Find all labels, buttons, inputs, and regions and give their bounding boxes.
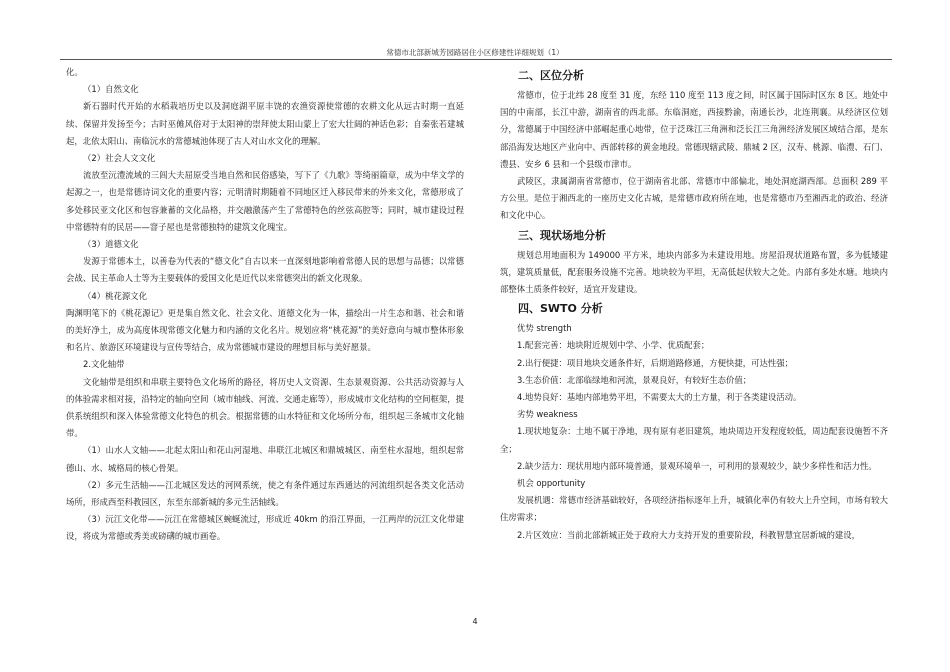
subheading-peach-blossom-culture: （4）桃花源文化 (83, 290, 147, 301)
subheading-culture-axis: 2.文化轴带 (83, 359, 125, 370)
paragraph: （1）山水人文轴——北起太阳山和花山河湿地、串联江北城区和鼎城城区、南至柱水湿地，组织起常德山、水、城格局的核心骨架。 (66, 445, 464, 473)
swot-strength-title: 优势 strength (517, 323, 572, 334)
paragraph: 规划总用地面积为 149000 平方米，地块内部多为未建设用地。房屋沿现状道路布置，多为低矮建筑，建筑质量低，配套服务设施不完善。地块较为平坦，无高低起伏较大之处。内部有多处水塘。地块内部整体土质条件较好，适宜开发建设。 (500, 249, 888, 295)
section-heading-site: 三、现状场地分析 (518, 228, 606, 242)
swot-opportunity-title: 机会 opportunity (517, 478, 586, 489)
list-item: 2.出行便捷：项目地块交通条件好，后期道路修通，方便快捷，可达性强； (517, 357, 793, 368)
paragraph: 新石器时代开始的水稻栽培历史以及洞庭湖平原丰饶的农渔资源使常德的农耕文化从远古时期一直延续、保留并发扬至今；古时巫傩风俗对于太阳神的崇拜使太阳山蒙上了宏大壮阔的神话色彩；自秦张若建城起，北依太阳山、南临沅水的常德城池体现了古人对山水文化的理解。 (66, 101, 464, 146)
list-item: 4.地势良好：基地内部地势平坦，不需要太大的土方量，利于各类建设活动。 (517, 392, 802, 403)
list-item: 2.缺少活力：现状用地内部环境普通，景观环境单一，可利用的景观较少，缺少多样性和活力性。 (517, 460, 877, 471)
paragraph: （3）沅江文化带——沅江在常德城区蜿蜒流过，形成近 40km 的沿江界面，一江两岸的沅江文化带建设，将成为常德或秀美或磅礴的城市画卷。 (66, 514, 464, 542)
list-item: 1.配套完善：地块附近规划中学、小学、优质配套； (517, 340, 710, 351)
swot-weakness-title: 劣势 weakness (517, 409, 578, 420)
paragraph: 武陵区，隶属湖南省常德市，位于湖南省北部、常德市中部偏北，地处洞庭湖西部。总面积 289 平方公里。是位于湘西北的一座历史文化古城，是常德市政府所在地，也是常德市乃至湘西北的政治、经济和文化中心。 (500, 176, 888, 221)
paragraph: 文化轴带是组织和串联主要特色文化场所的路径，将历史人文资源、生态景观资源、公共活动资源与人的体验需求相对接，沿特定的轴向空间（城市轴线、河流、交通走廊等），形成城市文化结构的空间框架，提供系统组织和深入体验常德文化特色的机会。根据常德的山水特征和文化场所分布，组织起三条城市文化轴带。 (66, 376, 464, 439)
right-column (500, 64, 888, 544)
subheading-natural-culture: （1）自然文化 (83, 84, 139, 95)
subheading-social-culture: （2）社会人文文化 (83, 153, 156, 164)
list-item: 3.生态价值：北部临绿地和河流，景观良好，有较好生态价值； (517, 374, 752, 385)
page-number: 4 (472, 617, 478, 626)
header-rule (60, 59, 892, 60)
subheading-moral-culture: （3）道德文化 (83, 239, 139, 250)
list-item: 发展机遇：常德市经济基础较好，各项经济指标逐年上升，城镇化率仍有较大上升空间，市场有较大住房需求； (500, 495, 888, 523)
section-heading-swot: 四、SWTO 分析 (518, 302, 603, 316)
paragraph: 陶渊明笔下的《桃花源记》更是集自然文化、社会文化、道德文化为一体，描绘出一片生态和谐、社会和谐的美好净土，成为高度体现常德文化魅力和内涵的文化名片。规划应将“桃花源”的美好意向与城市整体形象和名片、旅游区环境建设与宣传等结合，成为常德城市建设的理想目标与美好愿景。 (66, 307, 464, 353)
list-item: 2.片区效应：当前北部新城正处于政府大力支持开发的重要阶段，科教智慧宜居新城的建设， (517, 529, 860, 540)
section-heading-location: 二、区位分析 (518, 69, 584, 82)
paragraph: 流放至沅澧流域的三闾大夫屈原受当地自然和民俗感染，写下了《九歌》等绮丽篇章，成为中华文学的起源之一，也是常德诗词文化的重要内容；元明清时期随着不同地区迁入移民带来的外来文化，常德形成了多处移民亚文化区和包容兼蓄的文化品格，并交融激荡产生了常德特色的丝弦高腔等；同时，城市建设过程中常德特有的民居——窨子屋也是常德独特的建筑文化瑰宝。 (66, 170, 464, 232)
page-header: 常德市北部新城芳园路居住小区修建性详细规划（1） (386, 48, 564, 57)
list-item: 1.现状地复杂：土地不属于净地，现有原有老旧建筑，地块周边开发程度较低，周边配套设施暂不齐全； (500, 426, 888, 454)
paragraph: 常德市，位于北纬 28 度至 31 度，东经 110 度至 113 度之间，时区属于国际时区东 8 区。地处中国的中南部，长江中游，湖南省的西北部。东临洞庭，西接黔渝，南通长沙，北连荆襄。从经济区位划分，常德属于中国经济中部崛起重心地带，位于泛珠江三角洲和泛长江三角洲经济发展区域结合部，是东部沿海发达地区产业向中、西部转移的黄金地段。常德现辖武陵、鼎城 2 区，汉寿、桃源、临澧、石门、澧县、安乡 6 县和一个县级市津市。 (500, 90, 888, 169)
paragraph: （2）多元生活轴——江北城区发达的河网系统，使之有条件通过东西通达的河流组织起各类文化活动场所，形成西至科教园区，东至东部新城的多元生活轴线。 (66, 479, 464, 508)
paragraph: 化。 (66, 67, 83, 77)
paragraph: 发源于常德本土，以善卷为代表的“德文化”自古以来一直深刻地影响着常德人民的思想与品德；以常德会战、民主革命人士等为主要载体的爱国文化是近代以来常德突出的新文化现象。 (66, 256, 464, 284)
left-column (66, 64, 464, 546)
